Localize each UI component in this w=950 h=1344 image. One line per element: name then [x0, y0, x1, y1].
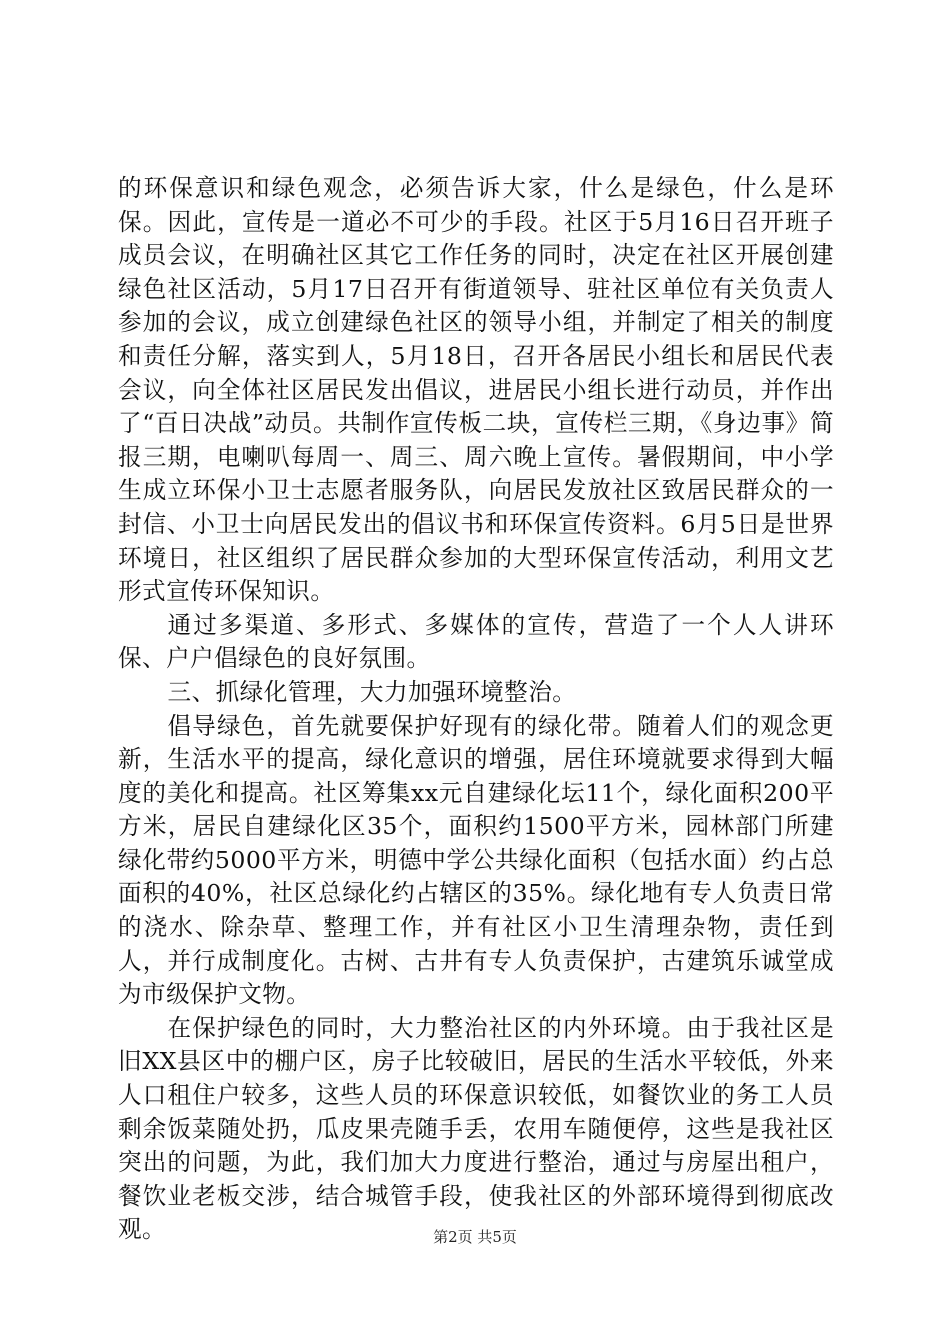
- paragraph-2: 通过多渠道、多形式、多媒体的宣传，营造了一个人人讲环保、户户倡绿色的良好氛围。: [118, 610, 834, 673]
- paragraph-4: 倡导绿色，首先就要保护好现有的绿化带。随着人们的观念更新，生活水平的提高，绿化意识的增强，居住环境就要求得到大幅度的美化和提高。社区筹集xx元自建绿化坛11个，绿化面积200平方米，居民自建绿化区35个，面积约1500平方米，园林部门所建绿化带约5000平方米，明德中学公共绿化面积（包括水面）约占总面积的40%，社区总绿化约占辖区的35%。绿化地有专人负责日常的浇水、除杂草、整理工作，并有社区小卫生清理杂物，责任到人，并行成制度化。古树、古井有专人负责保护，古建筑乐诚堂成为市级保护文物。: [118, 711, 834, 1009]
- paragraph-1: 的环保意识和绿色观念，必须告诉大家，什么是绿色，什么是环保。因此，宣传是一道必不可少的手段。社区于5月16日召开班子成员会议，在明确社区其它工作任务的同时，决定在社区开展创建绿色社区活动，5月17日召开有街道领导、驻社区单位有关负责人参加的会议，成立创建绿色社区的领导小组，并制定了相关的制度和责任分解，落实到人，5月18日，召开各居民小组长和居民代表会议，向全体社区居民发出倡议，进居民小组长进行动员，并作出了“百日决战”动员。共制作宣传板二块，宣传栏三期，《身边事》简报三期，电喇叭每周一、周三、周六晚上宣传。暑假期间，中小学生成立环保小卫士志愿者服务队，向居民发放社区致居民群众的一封信、小卫士向居民发出的倡议书和环保宣传资料。6月5日是世界环境日，社区组织了居民群众参加的大型环保宣传活动，利用文艺形式宣传环保知识。: [118, 174, 834, 606]
- section-heading: 三、抓绿化管理，大力加强环境整治。: [167, 677, 577, 706]
- paragraph-5: 在保护绿色的同时，大力整治社区的内外环境。由于我社区是旧XX县区中的棚户区，房子比较破旧，居民的生活水平较低，外来人口租住户较多，这些人员的环保意识较低，如餐饮业的务工人员剩余饭菜随处扔，瓜皮果壳随手丢，农用车随便停，这些是我社区突出的问题，为此，我们加大力度进行整治，通过与房屋出租户，餐饮业老板交涉，结合城管手段，使我社区的外部环境得到彻底改观。: [118, 1013, 834, 1244]
- document-body: [118, 172, 834, 1247]
- page-number-footer: 第2页 共5页: [433, 1228, 517, 1246]
